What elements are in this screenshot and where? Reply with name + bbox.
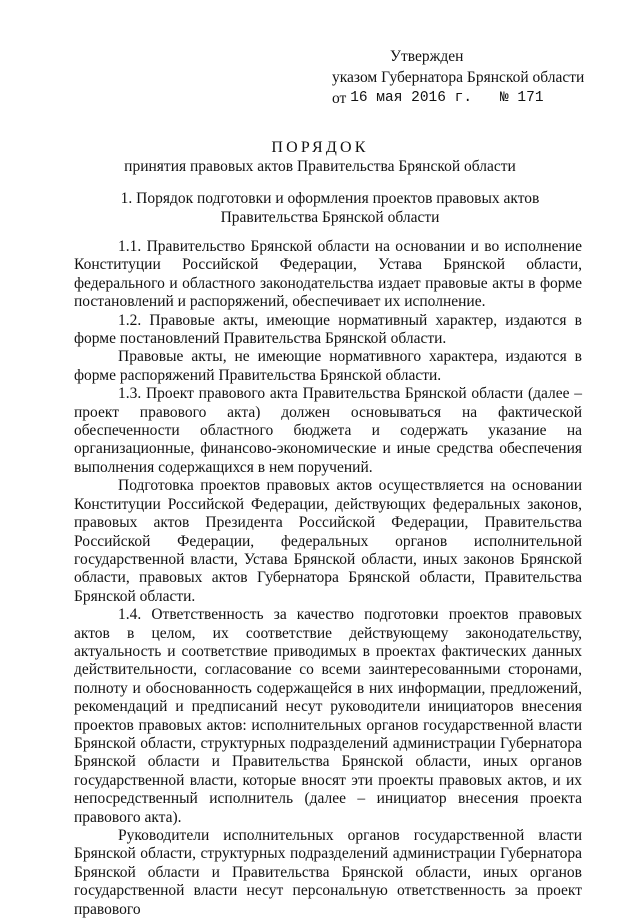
paragraph-1-3: 1.3. Проект правового акта Правительства Брянской области (далее – проект правового акта) должен основываться на фактической обеспеченности областного бюджета и содержать указание на организационные, финансово-экономические и иные средства обеспечения выполнения содержащихся в нем поручений.	[74, 385, 582, 476]
section-heading-line1: 1. Порядок подготовки и оформления проектов правовых актов	[120, 190, 540, 207]
document-title: ПОРЯДОК	[271, 139, 369, 156]
paragraph-1-2: 1.2. Правовые акты, имеющие нормативный характер, издаются в форме постановлений Правительства Брянской области.	[74, 311, 582, 348]
decree-number: № 171	[500, 90, 544, 106]
approval-block	[332, 46, 622, 109]
date-prefix: от	[332, 90, 347, 107]
paragraph-1-4: 1.4. Ответственность за качество подготовки проектов правовых актов в целом, их соответствие действующему законодательству, актуальность и соответствие приводимых в проектах фактических данных действительности, согласование со всеми заинтересованными сторонами, полноту и обоснованность содержащейся в них информации, предложений, рекомендаций и предписаний несут руководители инициаторов внесения проектов правовых актов: исполнительных органов государственной власти Брянской области, структурных подразделений администрации Губернатора Брянской области и Правительства Брянской области, иных органов государственной власти, которые вносят эти проекты правовых актов, и их непосредственный исполнитель (далее – инициатор внесения проекта правового акта).	[74, 606, 582, 826]
paragraph-1-3-cont: Подготовка проектов правовых актов осуществляется на основании Конституции Российской Федерации, действующих федеральных законов, правовых актов Президента Российской Федерации, Правительства Российской Федерации, федеральных органов исполнительной государственной власти, Устава Брянской области, иных законов Брянской области, правовых актов Губернатора Брянской области, Правительства Брянской области.	[74, 477, 582, 605]
section-heading	[100, 189, 560, 227]
approved-label: Утвержден	[390, 48, 464, 65]
paragraph-1-2-cont: Правовые акты, не имеющие нормативного характера, издаются в форме распоряжений Правительства Брянской области.	[74, 348, 582, 384]
paragraph-1-1: 1.1. Правительство Брянской области на основании и во исполнение Конституции Российской Федерации, Устава Брянской области, федерального и областного законодательства издает правовые акты в форме постановлений и распоряжений, обеспечивает их исполнение.	[74, 238, 582, 311]
decree-date-line	[332, 88, 622, 109]
decree-date: 16 мая 2016 г.	[350, 90, 473, 106]
document-body	[74, 238, 582, 919]
section-heading-line2: Правительства Брянской области	[220, 209, 440, 226]
document-subtitle: принятия правовых актов Правительства Брянской области	[124, 158, 516, 175]
decree-label: указом Губернатора Брянской области	[332, 69, 585, 86]
paragraph-1-4-cont: Руководители исполнительных органов государственной власти Брянской области, структурных подразделений администрации Губернатора Брянской области и Правительства Брянской области, иных органов государственной власти несут персональную ответственность за проект правового	[74, 827, 582, 918]
